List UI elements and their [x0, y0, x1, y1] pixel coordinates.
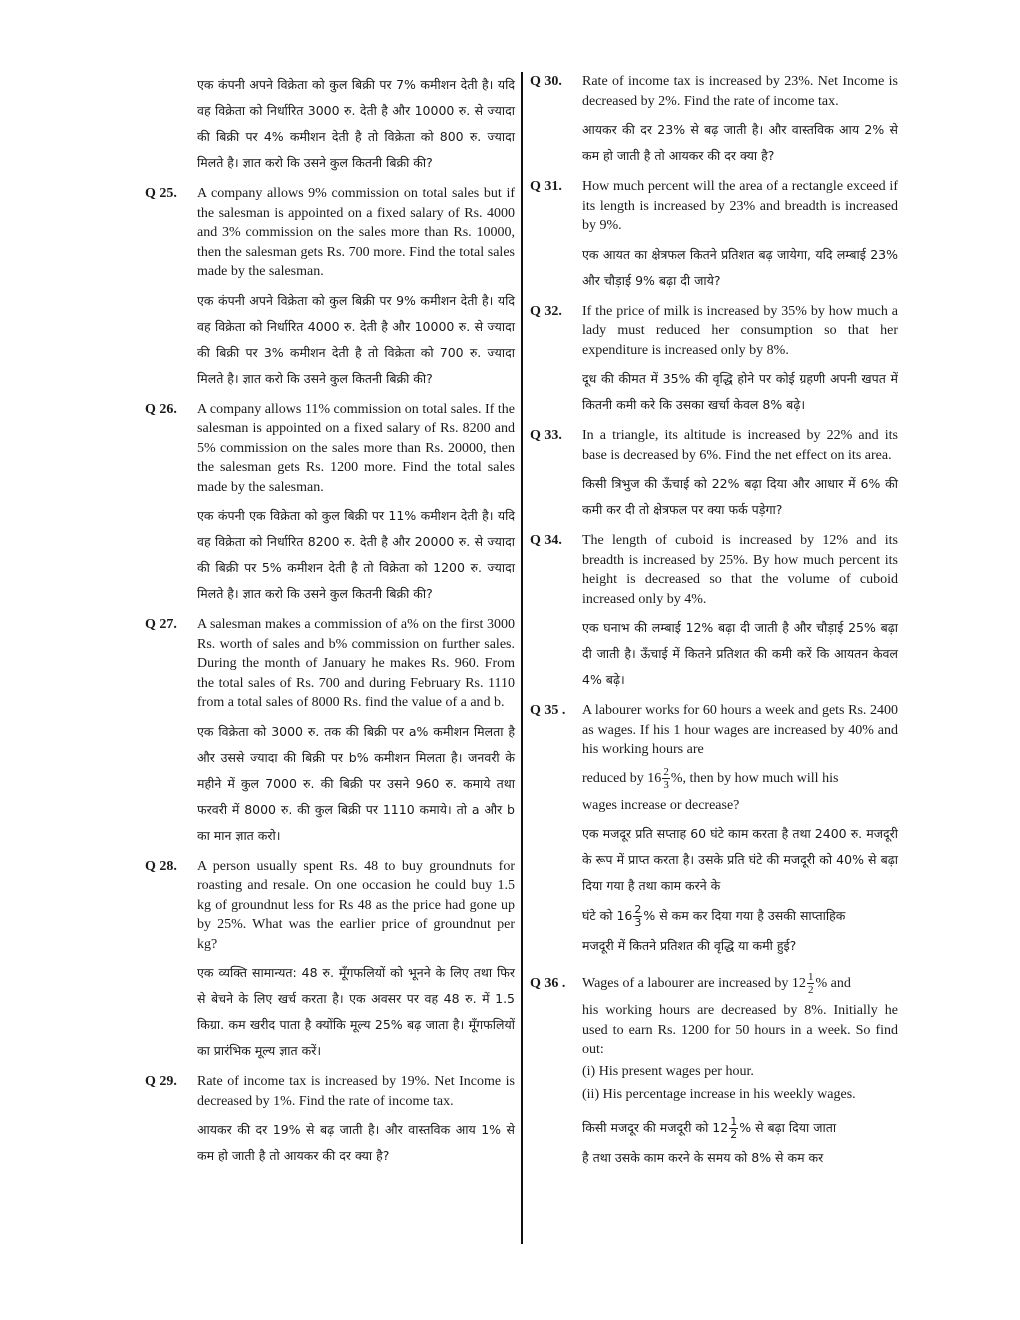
- question-english: The length of cuboid is increased by 12% and its breadth is increased by 25%. By how much percent its height is decreased so that the volume of cuboid increased only by 4%.: [582, 533, 898, 607]
- question-hindi-fraction-line: [582, 899, 898, 933]
- question-english: A labourer works for 60 hours a week and gets Rs. 2400 as wages. If his 1 hour wages are increased by 40% and his working hours are: [582, 703, 898, 757]
- list-item: (i) His present wages per hour.: [582, 1063, 754, 1079]
- question-english: A company allows 9% commission on total sales but if the salesman is appointed on a fixed salary of Rs. 4000 and 3% commission on the sales more than Rs. 10000, then the salesman gets Rs. 700 more. Find the total sales made by the salesman.: [197, 186, 515, 279]
- question-english: In a triangle, its altitude is increased by 22% and its base is decreased by 6%. Find the net effect on its area.: [582, 428, 898, 463]
- text-fragment: % से बढ़ा दिया जाता: [739, 1119, 837, 1135]
- fraction-denominator: 2: [807, 984, 814, 997]
- question-number: Q 35 .: [530, 703, 566, 718]
- question-hindi: आयकर की दर 19% से बढ़ जाती है। और वास्तविक आय 1% से कम हो जाती है तो आयकर की दर क्या है?: [197, 1122, 515, 1163]
- question-hindi: आयकर की दर 23% से बढ़ जाती है। और वास्तविक आय 2% से कम हो जाती है तो आयकर की दर क्या है?: [582, 122, 898, 163]
- q24-hindi-text: एक कंपनी अपने विक्रेता को कुल बिक्री पर 7% कमीशन देती है। यदि वह विक्रेता को निर्धारित 3000 रु. देती है और 10000 रु. से ज्यादा की बिक्री पर 4% कमीशन देती है तो विक्रेता को 800 रु. ज्यादा मिलते है। ज्ञात करो कि उसने कुल कितनी बिक्री की?: [197, 77, 515, 170]
- question-english: A salesman makes a commission of a% on the first 3000 Rs. worth of sales and b% commission on further sales. During the month of January he makes Rs. 960. From the total sales of Rs. 700 and during February Rs. 1110 from a total sales of 8000 Rs. find the value of a and b.: [197, 617, 515, 710]
- question-number: Q 25.: [145, 186, 177, 201]
- text-fragment: Wages of a labourer are increased by 12: [582, 976, 806, 991]
- list-item: (ii) His percentage increase in his weekly wages.: [582, 1087, 856, 1102]
- question-english: wages increase or decrease?: [582, 797, 740, 813]
- question-number: Q 28.: [145, 858, 177, 874]
- text-fragment: किसी मजदूर की मजदूरी को 12: [582, 1119, 729, 1135]
- question-hindi-fraction-line: [582, 1111, 898, 1145]
- text-fragment: reduced by 16: [582, 770, 662, 786]
- question-number: Q 34.: [530, 533, 562, 548]
- text-fragment: %, then by how much will his: [670, 770, 839, 786]
- question-29: [145, 1072, 515, 1177]
- text-fragment: % से कम कर दिया गया है उसकी साप्ताहिक: [643, 908, 846, 923]
- question-hindi: एक मजदूर प्रति सप्ताह 60 घंटे काम करता है तथा 2400 रु. मजदूरी के रूप में प्राप्त करता है। उसके प्रति घंटे की मजदूरी को 40% से बढ़ा दिया गया है तथा काम करने के: [582, 826, 898, 893]
- question-hindi: दूध की कीमत में 35% की वृद्धि होने पर कोई ग्रहणी अपनी खपत में कितनी कमी करे कि उसका खर्चा केवल 8% बढ़े।: [582, 371, 898, 412]
- question-number: Q 31.: [530, 179, 562, 194]
- question-english: Rate of income tax is increased by 23%. Net Income is decreased by 2%. Find the rate of income tax.: [582, 74, 898, 109]
- fraction: [729, 1116, 738, 1141]
- question-26: [145, 400, 515, 616]
- fraction-denominator: 3: [634, 916, 642, 929]
- right-column: [530, 72, 898, 1179]
- question-number: Q 30.: [530, 74, 562, 89]
- question-number: Q 32.: [530, 303, 562, 319]
- question-27: [145, 615, 515, 857]
- question-hindi: एक विक्रेता को 3000 रु. तक की बिक्री पर a% कमीशन मिलता है और उससे ज्यादा की बिक्री पर b% कमीशन मिलता है। जनवरी के महीने में कुल 7000 रु. की बिक्री पर उसने 960 रु. कमाये तथा फरवरी में 8000 रु. की कुल बिक्री पर 1110 कमाये। तो a और b का मान ज्ञात करो।: [197, 723, 515, 843]
- question-number: Q 36 .: [530, 976, 566, 991]
- question-hindi: एक कंपनी अपने विक्रेता को कुल बिक्री पर 9% कमीशन देती है। यदि वह विक्रेता को निर्धारित 4000 रु. देती है और 10000 रु. से ज्यादा की बिक्री पर 3% कमीशन देती है तो विक्रेता को 700 रु. ज्यादा मिलते है। ज्ञात करो कि उसने कुल कितनी बिक्री की?: [197, 292, 515, 386]
- question-english: Rate of income tax is increased by 19%. Net Income is decreased by 1%. Find the rate of income tax.: [197, 1074, 515, 1109]
- question-english-fraction-line: [582, 762, 898, 796]
- question-hindi: एक व्यक्ति सामान्यत: 48 रु. मूँगफलियों को भूनने के लिए तथा फिर से बेचने के लिए खर्च करता है। एक अवसर पर वह 48 रु. में 1.5 किग्रा. कम खरीद पाता है क्योंकि मूल्य 25% बढ़ जाता है। मूँगफलियों का प्रारंभिक मूल्य ज्ञात करें।: [197, 965, 515, 1058]
- question-36: [530, 967, 898, 1179]
- question-number: Q 33.: [530, 428, 562, 443]
- question-english-fraction-line: [582, 967, 898, 1001]
- fraction-denominator: 3: [663, 778, 669, 791]
- question-number: Q 26.: [145, 401, 177, 417]
- question-english: his working hours are decreased by 8%. Initially he used to earn Rs. 1200 for 50 hours in a week. So find out:: [582, 1003, 898, 1057]
- question-hindi: मजदूरी में कितने प्रतिशत की वृद्धि या कमी हुई?: [582, 938, 797, 953]
- question-31: [530, 177, 898, 302]
- fraction: [662, 766, 670, 791]
- fraction-denominator: 2: [730, 1127, 738, 1141]
- question-32: [530, 302, 898, 427]
- fraction-numerator: 1: [730, 1114, 738, 1128]
- question-english: How much percent will the area of a rectangle exceed if its length is increased by 23% and breadth is increased by 9%.: [582, 179, 898, 233]
- question-english: A company allows 11% commission on total sales. If the salesman is appointed on a fixed salary of Rs. 8200 and 5% commission on the sales more than Rs. 20000, then the salesman gets Rs. 1200 more. Find the total sales made by the salesman.: [197, 401, 515, 495]
- fraction-numerator: 2: [663, 765, 669, 778]
- question-english: A person usually spent Rs. 48 to buy groundnuts for roasting and resale. On one occasion he could buy 1.5 kg of groundnut less for Rs 48 as the price had gone up by 25%. What was the earlier price of groundnut per kg?: [197, 858, 515, 952]
- question-hindi: एक कंपनी एक विक्रेता को कुल बिक्री पर 11% कमीशन देती है। यदि वह विक्रेता को निर्धारित 8200 रु. देती है और 20000 रु. से ज्यादा की बिक्री पर 5% कमीशन देती है तो विक्रेता को 1200 रु. ज्यादा मिलते है। ज्ञात करो कि उसने कुल कितनी बिक्री की?: [197, 508, 515, 601]
- question-35: [530, 701, 898, 967]
- question-34: [530, 531, 898, 701]
- question-hindi: है तथा उसके काम करने के समय को 8% से कम कर: [582, 1149, 824, 1165]
- left-column: [145, 72, 515, 1177]
- question-25: [145, 184, 515, 400]
- question-english: If the price of milk is increased by 35% by how much a lady must reduced her consumption so that her expenditure is increased only by 8%.: [582, 303, 898, 358]
- question-hindi: किसी त्रिभुज की ऊँचाई को 22% बढ़ा दिया और आधार में 6% की कमी कर दी तो क्षेत्रफल पर क्या फर्क पड़ेगा?: [582, 476, 898, 517]
- column-divider: [521, 72, 523, 1244]
- text-fragment: % and: [815, 976, 851, 991]
- question-number: Q 27.: [145, 617, 177, 632]
- fraction: [633, 904, 642, 929]
- question-hindi: एक आयत का क्षेत्रफल कितने प्रतिशत बढ़ जायेगा, यदि लम्बाई 23% और चौड़ाई 9% बढ़ा दी जाये?: [582, 246, 898, 288]
- text-fragment: घंटे को 16: [582, 908, 633, 923]
- fraction-numerator: 1: [807, 971, 814, 984]
- fraction: [807, 971, 815, 996]
- question-30: [530, 72, 898, 177]
- question-28: [145, 857, 515, 1073]
- question-hindi: एक घनाभ की लम्बाई 12% बढ़ा दी जाती है और चौड़ाई 25% बढ़ा दी जाती है। ऊँचाई में कितने प्रतिशत की कमी करें कि आयतन केवल 4% बढ़े।: [582, 620, 898, 687]
- question-number: Q 29.: [145, 1074, 177, 1089]
- question-33: [530, 426, 898, 531]
- fraction-numerator: 2: [634, 903, 642, 916]
